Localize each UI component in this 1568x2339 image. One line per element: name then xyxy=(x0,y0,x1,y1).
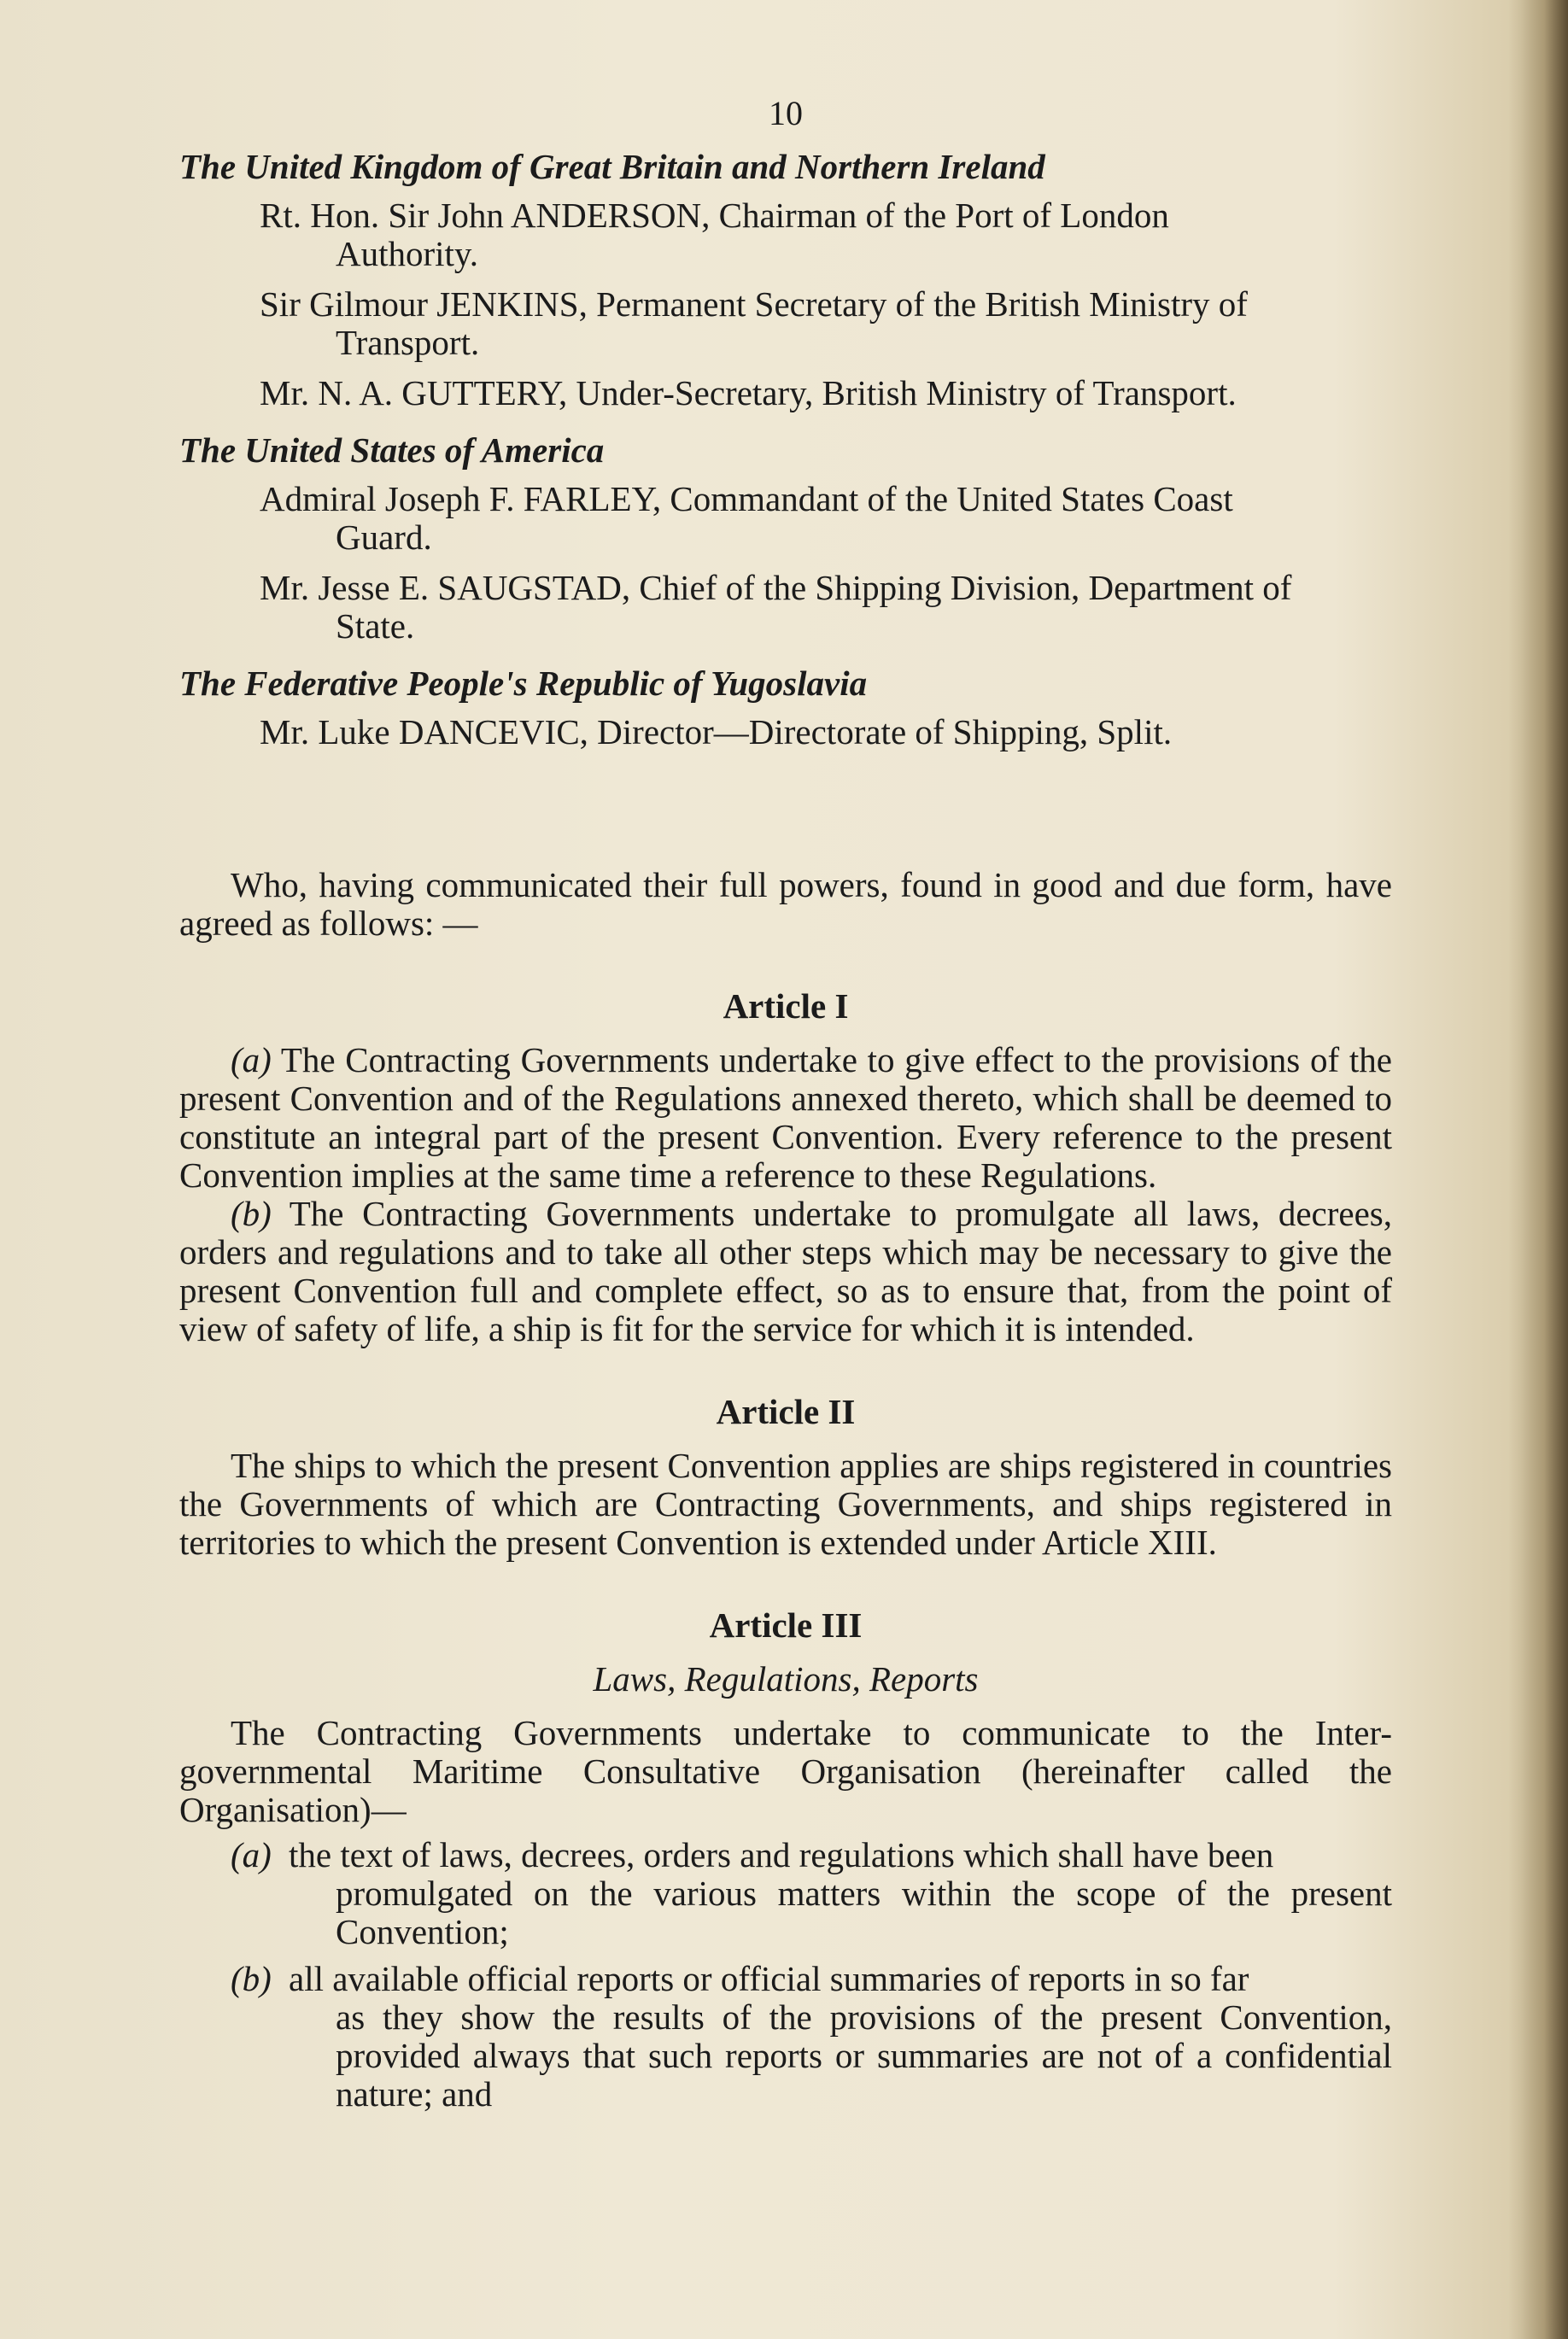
delegate-line-continued: Transport. xyxy=(336,323,480,362)
paragraph-marker: (b) xyxy=(231,1194,272,1233)
list-item-first-line: all available official reports or official summaries of reports in so far xyxy=(289,1959,1249,1998)
book-spine-shadow xyxy=(1508,0,1568,2339)
paragraph-text: The Contracting Governments undertake to promulgate all laws, decrees, orders and regulations and to take all other steps which may be necessary to give the present Convention full and complete effect, so as to ensure that, from the point of view of safety of life, a ship is fit for the service for which it is intended. xyxy=(179,1194,1392,1348)
delegate-line-continued: Guard. xyxy=(336,518,432,557)
delegation-country: The United States of America xyxy=(179,430,605,470)
delegate-line: Admiral Joseph F. FARLEY, Commandant of the United States Coast xyxy=(260,479,1233,518)
article-paragraph xyxy=(179,1041,1392,1195)
delegate-line-continued: State. xyxy=(336,606,415,646)
delegate-line: Mr. Luke DANCEVIC, Director—Directorate of Shipping, Split. xyxy=(260,712,1173,751)
page-content xyxy=(179,94,1392,2122)
delegate-entry xyxy=(179,480,1392,557)
list-item-continued: promulgated on the various matters within the scope of the present Convention; xyxy=(336,1874,1392,1951)
list-marker: (a) xyxy=(231,1835,272,1874)
article-paragraph xyxy=(179,1195,1392,1348)
section-gap xyxy=(179,763,1392,866)
article-subheading: Laws, Regulations, Reports xyxy=(593,1659,979,1699)
delegate-entry xyxy=(179,196,1392,273)
delegate-line: Mr. Jesse E. SAUGSTAD, Chief of the Shipping Division, Department of xyxy=(260,568,1292,607)
list-item-first-line: the text of laws, decrees, orders and regulations which shall have been xyxy=(289,1835,1274,1874)
article-paragraph: The ships to which the present Convention applies are ships registered in countries the Governments of which are Contracting Governments, and ships registered in territories to which the present Convention is extended under Article XIII. xyxy=(179,1446,1392,1562)
delegation-country: The United Kingdom of Great Britain and Northern Ireland xyxy=(179,147,1045,186)
page-number: 10 xyxy=(769,94,803,132)
delegate-line: Rt. Hon. Sir John ANDERSON, Chairman of the Port of London xyxy=(260,196,1169,235)
list-item-text xyxy=(289,1836,1392,1951)
list-item-continued: as they show the results of the provisions of the present Convention, provided always that such reports or summaries are not of a confidential nature; and xyxy=(336,1997,1392,2114)
delegate-line-continued: Authority. xyxy=(336,234,479,273)
list-item xyxy=(179,1836,1392,1951)
paragraph-text: The Contracting Governments undertake to give effect to the provisions of the present Convention and of the Regulations annexed thereto, which shall be deemed to constitute an integral part of the present Convention. Every reference to the present Convention implies at the same time a reference to these Regulations. xyxy=(179,1040,1392,1195)
delegate-entry xyxy=(179,285,1392,362)
article-heading: Article II xyxy=(716,1392,856,1431)
delegation-country: The Federative People's Republic of Yugoslavia xyxy=(179,664,868,703)
list-item xyxy=(179,1960,1392,2114)
article-paragraph: The Contracting Governments undertake to communicate to the Inter-governmental Maritime Consultative Organisation (hereinafter called the Organisation)— xyxy=(179,1713,1392,1829)
article-heading: Article III xyxy=(709,1605,863,1645)
delegate-entry xyxy=(179,569,1392,646)
delegate-line: Mr. N. A. GUTTERY, Under-Secretary, British Ministry of Transport. xyxy=(260,373,1237,412)
preamble: Who, having communicated their full powers, found in good and due form, have agreed as follows: — xyxy=(179,865,1392,943)
paragraph-marker: (a) xyxy=(231,1040,272,1079)
article-heading: Article I xyxy=(723,986,849,1026)
list-marker: (b) xyxy=(231,1959,272,1998)
delegate-entry xyxy=(179,374,1392,412)
list-item-text xyxy=(289,1960,1392,2114)
delegate-entry xyxy=(179,713,1392,751)
delegate-line: Sir Gilmour JENKINS, Permanent Secretary of the British Ministry of xyxy=(260,284,1248,324)
